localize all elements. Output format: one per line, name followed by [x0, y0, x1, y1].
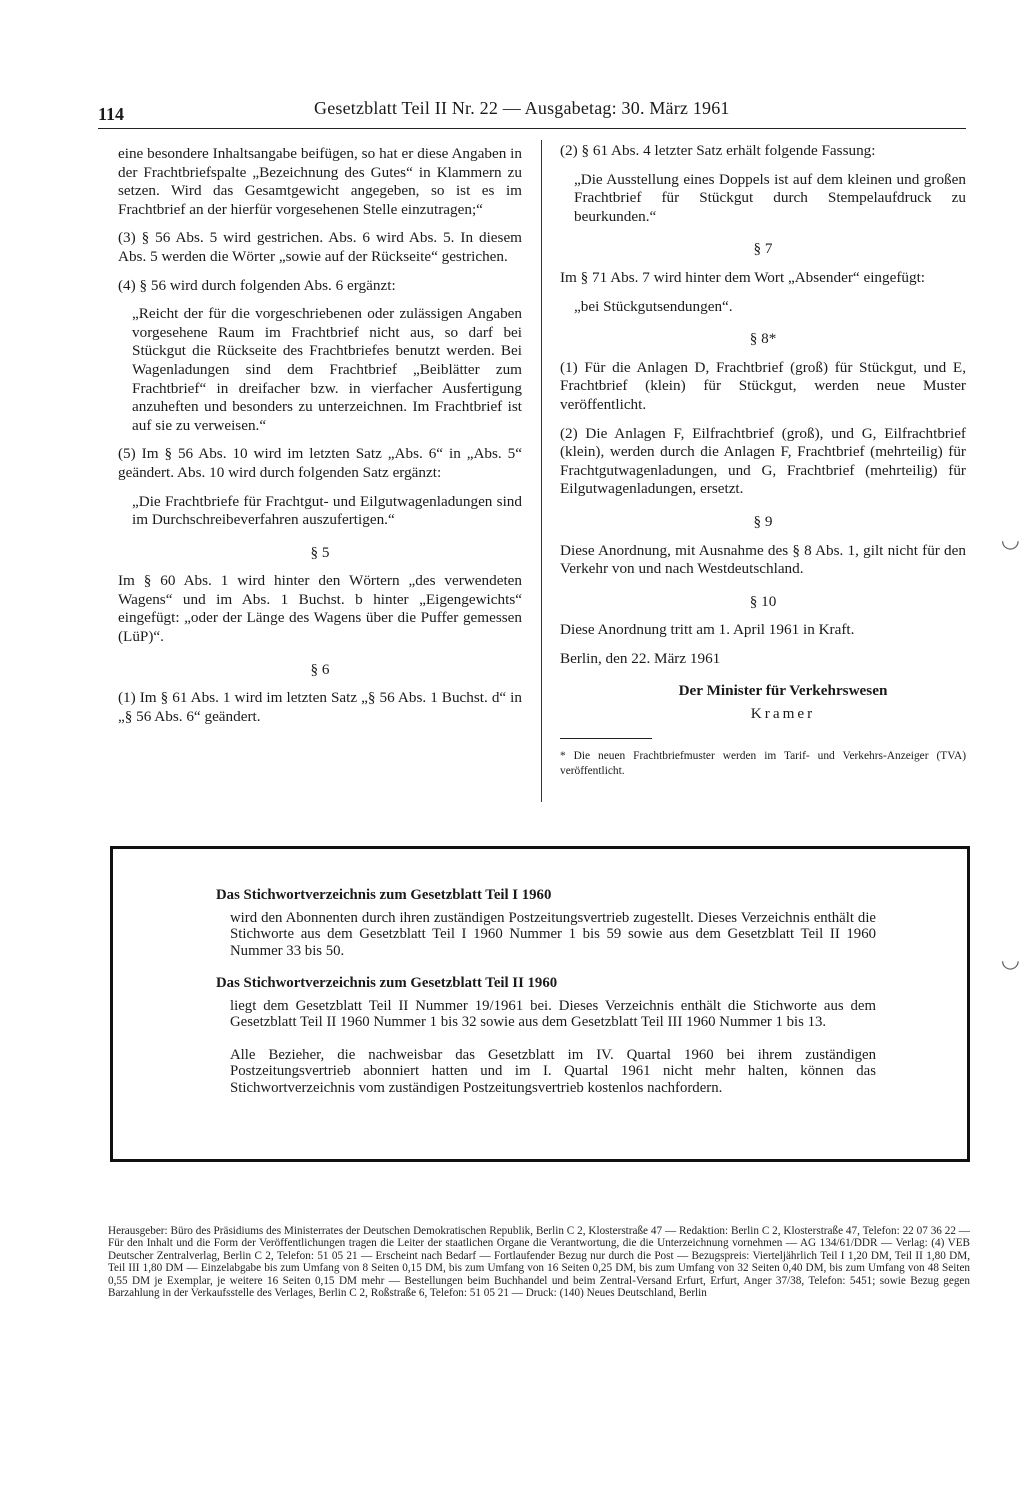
paragraph: (2) § 61 Abs. 4 letzter Satz erhält folgende Fassung: — [560, 142, 876, 159]
paragraph: (1) Im § 61 Abs. 1 wird im letzten Satz „§ 56 Abs. 1 Buchst. d“ in „§ 56 Abs. 6“ geändert. — [118, 689, 522, 725]
right-column — [560, 142, 966, 789]
paragraph: Im § 60 Abs. 1 wird hinter den Wörtern „des verwendeten Wagens“ und im Abs. 1 Buchst. b hinter „Eigengewichts“ eingefügt: „oder der Länge des Wagens über die Puffer gemessen (LüP)“. — [118, 572, 522, 646]
left-column — [118, 145, 522, 736]
paragraph: (5) Im § 56 Abs. 10 wird im letzten Satz „Abs. 6“ in „Abs. 5“ geändert. Abs. 10 wird durch folgenden Satz ergänzt: — [118, 445, 522, 481]
paragraph: Diese Anordnung, mit Ausnahme des § 8 Abs. 1, gilt nicht für den Verkehr von und nach Westdeutschland. — [560, 541, 966, 578]
notice-text: liegt dem Gesetzblatt Teil II Nummer 19/1961 bei. Dieses Verzeichnis enthält die Stichworte aus dem Gesetzblatt Teil II 1960 Nummer 1 bis 32 sowie aus dem Gesetzblatt Teil III 1960 Nummer 1 bis 13. — [230, 997, 876, 1030]
section-heading-5: § 5 — [310, 543, 330, 561]
notice-box — [110, 846, 970, 1162]
page-number: 114 — [98, 104, 125, 124]
notice-text: wird den Abonnenten durch ihren zuständigen Postzeitungsvertrieb zugestellt. Dieses Verzeichnis enthält die Stichworte aus dem Gesetzblatt Teil I 1960 Nummer 1 bis 59 sowie aus dem Gesetzblatt Teil II 1960 Nummer 33 bis 50. — [230, 909, 876, 959]
quoted-text: „Die Ausstellung eines Doppels ist auf dem kleinen und großen Frachtbrief für Stückgut durch Stempelaufdruck zu beurkunden.“ — [574, 170, 966, 225]
section-heading-7: § 7 — [753, 240, 773, 258]
quoted-text: „Die Frachtbriefe für Frachtgut- und Eilgutwagenladungen sind im Durchschreibeverfahren auszufertigen.“ — [132, 492, 522, 529]
paragraph: (2) Die Anlagen F, Eilfrachtbrief (groß), und G, Eilfrachtbrief (klein), werden durch die Anlagen F, Frachtbrief (mehrteilig) für Frachtgutwagenladungen, und G, Frachtbrief (mehrteilig) für Eilgutwagenladungen, ersetzt. — [560, 424, 966, 498]
scan-artifact-mark: ◡ — [1000, 948, 1020, 973]
section-heading-10: § 10 — [749, 592, 777, 610]
scan-artifact-mark: ◡ — [1000, 528, 1020, 553]
notice-heading: Das Stichwortverzeichnis zum Gesetzblatt Teil I 1960 — [216, 887, 552, 903]
imprint: Herausgeber: Büro des Präsidiums des Ministerrates der Deutschen Demokratischen Republik, Berlin C 2, Klosterstraße 47 — Redaktion: Berlin C 2, Klosterstraße 47, Telefon: 22 07 36 22 — Für den Inhalt und die Form der Veröffentlichungen tragen die Leiter der staatlichen Organe die Verantwortung, die die Unterzeichnung vornehmen — AG 134/61/DDR — Verlag: (4) VEB Deutscher Zentralverlag, Berlin C 2, Telefon: 51 05 21 — Erscheint nach Bedarf — Fortlaufender Bezug nur durch die Post — Bezugspreis: Vierteljährlich Teil I 1,20 DM, Teil II 1,80 DM, Teil III 1,80 DM — Einzelabgabe bis zum Umfang von 8 Seiten 0,15 DM, bis zum Umfang von 16 Seiten 0,25 DM, bis zum Umfang von 32 Seiten 0,40 DM, bis zum Umfang von 48 Seiten 0,55 DM je Exemplar, je weitere 16 Seiten 0,15 DM mehr — Bestellungen beim Buchhandel und beim Zentral-Versand Erfurt, Erfurt, Anger 37/38, Telefon: 5451; sowie Bezug gegen Barzahlung in der Verkaufsstelle des Verlages, Berlin C 2, Roßstraße 6, Telefon: 51 05 21 — Druck: (140) Neues Deutschland, Berlin — [108, 1225, 970, 1300]
paragraph: Diese Anordnung tritt am 1. April 1961 in Kraft. — [560, 621, 855, 639]
section-heading-8: § 8* — [749, 330, 777, 348]
footnote: * Die neuen Frachtbriefmuster werden im Tarif- und Verkehrs-Anzeiger (TVA) veröffentlicht. — [560, 749, 966, 777]
header-rule — [98, 128, 966, 129]
running-head: Gesetzblatt Teil II Nr. 22 — Ausgabetag: 30. März 1961 — [314, 98, 730, 118]
paragraph: (4) § 56 wird durch folgenden Abs. 6 ergänzt: — [118, 276, 396, 294]
paragraph: (1) Für die Anlagen D, Frachtbrief (groß) für Stückgut, und E, Frachtbrief (klein) für Stückgut, werden neue Muster veröffentlicht. — [560, 358, 966, 413]
signatory-name: Kramer — [750, 705, 816, 723]
footnote-rule — [560, 738, 652, 739]
place-date: Berlin, den 22. März 1961 — [560, 649, 721, 667]
notice-text: Alle Bezieher, die nachweisbar das Gesetzblatt im IV. Quartal 1960 bei ihrem zuständigen Postzeitungsvertrieb abonniert hatten und im I. Quartal 1961 nicht mehr halten, können das Stichwortverzeichnis vom zuständigen Postzeitungsvertrieb kostenlos nachfordern. — [230, 1046, 876, 1096]
quoted-text: „Reicht der für die vorgeschriebenen oder zulässigen Angaben vorgesehene Raum im Frachtbrief nicht aus, so darf bei Stückgut die Rückseite des Frachtbriefes benutzt werden. Bei Wagenladungen sind dem Frachtbrief „Beiblätter zum Frachtbrief“ in dreifacher bzw. in vierfacher Ausfertigung anzuheften und besonders zu unterzeichnen. Im Frachtbrief ist auf sie zu verweisen.“ — [132, 305, 522, 434]
paragraph: Im § 71 Abs. 7 wird hinter dem Wort „Absender“ eingefügt: — [560, 268, 926, 286]
library-stamp — [0, 1205, 15, 1505]
section-heading-9: § 9 — [753, 512, 773, 530]
quoted-text: „bei Stückgutsendungen“. — [574, 297, 733, 315]
paragraph: (3) § 56 Abs. 5 wird gestrichen. Abs. 6 wird Abs. 5. In diesem Abs. 5 werden die Wörter „sowie auf der Rückseite“ gestrichen. — [118, 229, 522, 265]
section-heading-6: § 6 — [310, 660, 330, 678]
column-divider — [541, 140, 542, 802]
notice-heading: Das Stichwortverzeichnis zum Gesetzblatt Teil II 1960 — [216, 975, 558, 991]
paragraph: eine besondere Inhaltsangabe beifügen, so hat er diese Angaben in der Frachtbriefspalte „Bezeichnung des Gutes“ in Klammern zu setzen. Wird das Gesamtgewicht angegeben, so ist es im Frachtbrief an der hierfür vorgesehenen Stelle einzutragen;“ — [118, 145, 522, 218]
signatory-title: Der Minister für Verkehrswesen — [678, 682, 888, 700]
